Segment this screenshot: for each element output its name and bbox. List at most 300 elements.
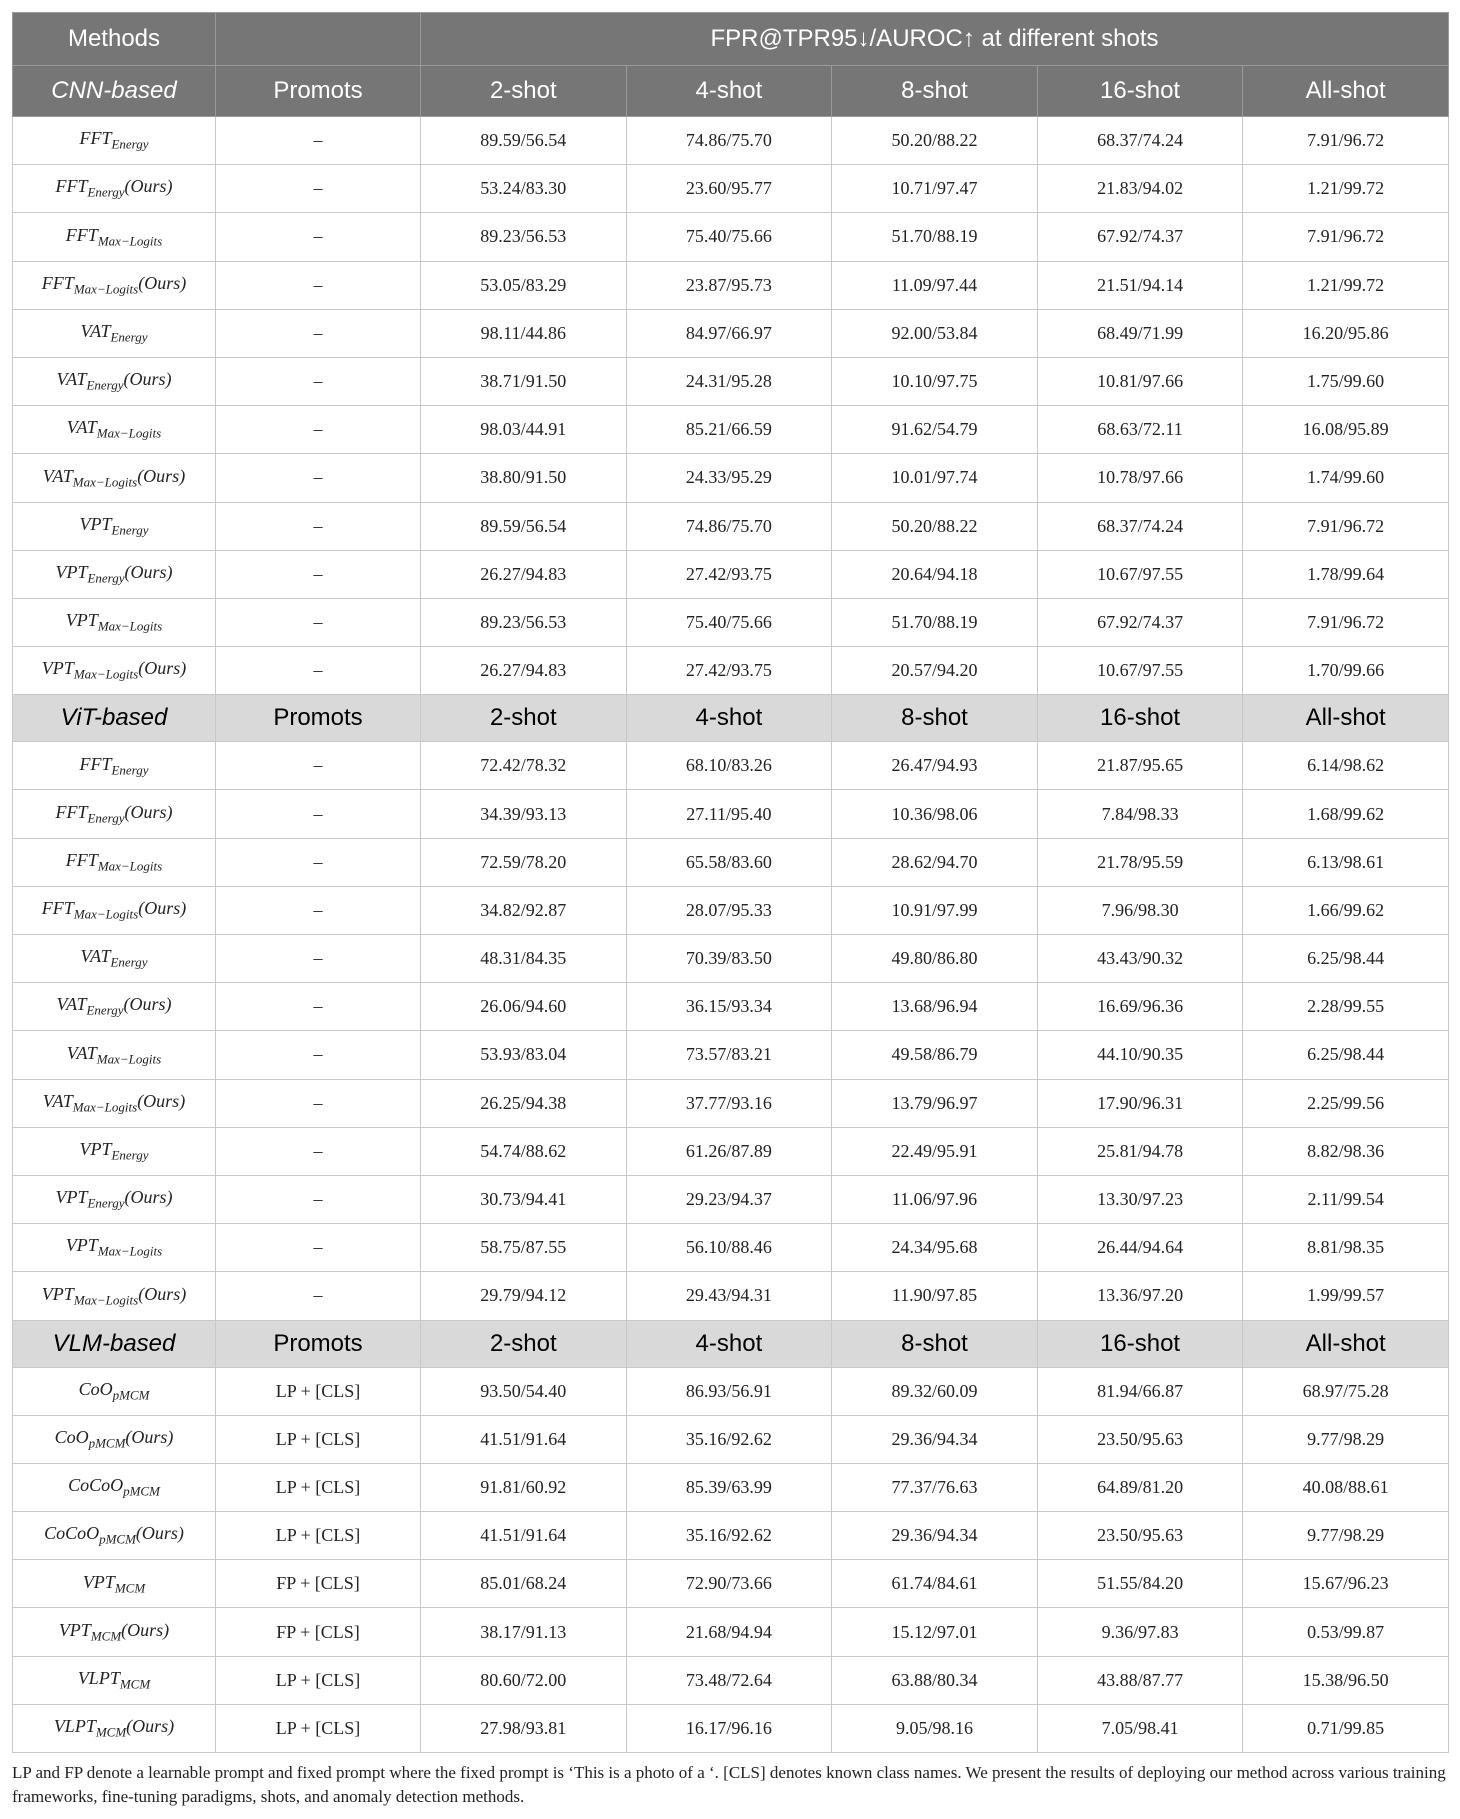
method-base: VPT [41, 658, 74, 679]
value-cell: 29.23/94.37 [626, 1175, 832, 1223]
value-cell: 17.90/96.31 [1037, 1079, 1243, 1127]
method-subscript: Energy [87, 570, 125, 586]
value-cell: 92.00/53.84 [832, 309, 1038, 357]
value-cell: 58.75/87.55 [421, 1224, 627, 1272]
method-cell [13, 935, 216, 983]
table-header-row [13, 13, 1449, 66]
value-cell: 24.33/95.29 [626, 454, 832, 502]
method-cell [13, 1656, 216, 1704]
method-suffix: (Ours) [138, 658, 187, 679]
value-cell: 48.31/84.35 [421, 935, 627, 983]
table-row [13, 1704, 1449, 1752]
method-subscript: pMCM [123, 1483, 160, 1499]
method-suffix: (Ours) [123, 994, 172, 1015]
value-cell: 10.91/97.99 [832, 886, 1038, 934]
table-row [13, 1367, 1449, 1415]
prompt-cell: – [216, 357, 421, 405]
value-cell: 68.37/74.24 [1037, 502, 1243, 550]
value-cell: 85.39/63.99 [626, 1463, 832, 1511]
value-cell: 53.93/83.04 [421, 1031, 627, 1079]
method-cell [13, 550, 216, 598]
value-cell: 0.71/99.85 [1243, 1704, 1449, 1752]
value-cell: 15.38/96.50 [1243, 1656, 1449, 1704]
method-cell [13, 117, 216, 165]
method-subscript: Max−Logits [96, 1051, 162, 1067]
shot-header: 4-shot [626, 1320, 832, 1367]
prompt-cell: LP + [CLS] [216, 1656, 421, 1704]
value-cell: 49.80/86.80 [832, 935, 1038, 983]
prompt-cell: – [216, 1272, 421, 1320]
method-subscript: Energy [111, 1147, 149, 1163]
table-row [13, 1656, 1449, 1704]
prompts-header: Promots [216, 66, 421, 117]
method-subscript: Energy [110, 954, 148, 970]
value-cell: 64.89/81.20 [1037, 1463, 1243, 1511]
value-cell: 20.57/94.20 [832, 647, 1038, 695]
prompt-cell: – [216, 1031, 421, 1079]
value-cell: 89.23/56.53 [421, 598, 627, 646]
value-cell: 89.59/56.54 [421, 502, 627, 550]
prompt-cell: FP + [CLS] [216, 1608, 421, 1656]
value-cell: 77.37/76.63 [832, 1463, 1038, 1511]
value-cell: 34.39/93.13 [421, 790, 627, 838]
method-cell [13, 261, 216, 309]
method-subscript: Max−Logits [72, 474, 138, 490]
method-base: FFT [41, 272, 74, 293]
value-cell: 25.81/94.78 [1037, 1127, 1243, 1175]
value-cell: 61.26/87.89 [626, 1127, 832, 1175]
method-cell [13, 647, 216, 695]
prompt-cell: – [216, 261, 421, 309]
value-cell: 15.12/97.01 [832, 1608, 1038, 1656]
value-cell: 29.79/94.12 [421, 1272, 627, 1320]
table-row [13, 598, 1449, 646]
value-cell: 68.63/72.11 [1037, 406, 1243, 454]
value-cell: 84.97/66.97 [626, 309, 832, 357]
value-cell: 65.58/83.60 [626, 838, 832, 886]
prompts-header: Promots [216, 695, 421, 742]
value-cell: 9.05/98.16 [832, 1704, 1038, 1752]
prompts-header: Promots [216, 1320, 421, 1367]
value-cell: 6.25/98.44 [1243, 935, 1449, 983]
value-cell: 10.36/98.06 [832, 790, 1038, 838]
value-cell: 74.86/75.70 [626, 502, 832, 550]
value-cell: 50.20/88.22 [832, 502, 1038, 550]
value-cell: 7.91/96.72 [1243, 117, 1449, 165]
prompt-cell: – [216, 838, 421, 886]
value-cell: 30.73/94.41 [421, 1175, 627, 1223]
value-cell: 1.68/99.62 [1243, 790, 1449, 838]
value-cell: 68.10/83.26 [626, 742, 832, 790]
prompt-cell: LP + [CLS] [216, 1512, 421, 1560]
value-cell: 27.98/93.81 [421, 1704, 627, 1752]
value-cell: 75.40/75.66 [626, 213, 832, 261]
value-cell: 26.27/94.83 [421, 647, 627, 695]
method-subscript: pMCM [88, 1435, 126, 1451]
method-base: VPT [82, 1571, 115, 1592]
prompt-cell: LP + [CLS] [216, 1415, 421, 1463]
method-suffix: (Ours) [125, 1426, 174, 1447]
value-cell: 27.42/93.75 [626, 550, 832, 598]
value-cell: 20.64/94.18 [832, 550, 1038, 598]
method-cell [13, 1079, 216, 1127]
table-row [13, 406, 1449, 454]
value-cell: 6.25/98.44 [1243, 1031, 1449, 1079]
value-cell: 10.67/97.55 [1037, 550, 1243, 598]
value-cell: 35.16/92.62 [626, 1415, 832, 1463]
value-cell: 56.10/88.46 [626, 1224, 832, 1272]
table-row [13, 647, 1449, 695]
shot-header: 8-shot [832, 66, 1038, 117]
method-cell [13, 1560, 216, 1608]
value-cell: 2.25/99.56 [1243, 1079, 1449, 1127]
method-subscript: MCM [95, 1724, 127, 1740]
method-cell [13, 213, 216, 261]
shot-header: All-shot [1243, 695, 1449, 742]
table-row [13, 1079, 1449, 1127]
value-cell: 74.86/75.70 [626, 117, 832, 165]
prompt-cell: – [216, 454, 421, 502]
method-subscript: Max−Logits [72, 1099, 138, 1115]
method-cell [13, 983, 216, 1031]
method-cell [13, 1175, 216, 1223]
value-cell: 91.81/60.92 [421, 1463, 627, 1511]
method-cell [13, 309, 216, 357]
value-cell: 8.82/98.36 [1243, 1127, 1449, 1175]
table-row [13, 454, 1449, 502]
value-cell: 91.62/54.79 [832, 406, 1038, 454]
method-base: VPT [55, 1187, 88, 1208]
shot-header: 8-shot [832, 1320, 1038, 1367]
value-cell: 10.71/97.47 [832, 165, 1038, 213]
section-header-row [13, 66, 1449, 117]
prompt-cell: – [216, 647, 421, 695]
shot-header: 2-shot [421, 66, 627, 117]
value-cell: 68.97/75.28 [1243, 1367, 1449, 1415]
method-cell [13, 598, 216, 646]
value-cell: 6.14/98.62 [1243, 742, 1449, 790]
method-cell [13, 1512, 216, 1560]
prompt-cell: – [216, 1224, 421, 1272]
table-footnote: LP and FP denote a learnable prompt and fixed prompt where the fixed prompt is ‘This is a photo of a ‘. [CLS] denotes known class names. We present the results of deploying our method across various training frameworks, fine-tuning paradigms, shots, and anomaly detection methods. [12, 1763, 1446, 1806]
table-row [13, 165, 1449, 213]
value-cell: 9.77/98.29 [1243, 1415, 1449, 1463]
method-base: VPT [41, 1283, 74, 1304]
value-cell: 1.74/99.60 [1243, 454, 1449, 502]
method-subscript: Energy [87, 1195, 125, 1211]
method-base: FFT [79, 128, 112, 149]
method-cell [13, 502, 216, 550]
results-table-container [12, 12, 1448, 1809]
section-name: VLM-based [13, 1320, 216, 1367]
method-subscript: Energy [111, 136, 149, 152]
method-subscript: Max−Logits [73, 1292, 139, 1308]
results-table [12, 12, 1449, 1753]
method-suffix: (Ours) [138, 898, 187, 919]
value-cell: 13.79/96.97 [832, 1079, 1038, 1127]
method-base: FFT [41, 898, 74, 919]
prompt-cell: – [216, 309, 421, 357]
value-cell: 50.20/88.22 [832, 117, 1038, 165]
method-cell [13, 357, 216, 405]
table-row [13, 1512, 1449, 1560]
method-base: VPT [79, 1139, 112, 1160]
value-cell: 51.55/84.20 [1037, 1560, 1243, 1608]
table-row [13, 309, 1449, 357]
shot-header: 2-shot [421, 695, 627, 742]
prompt-cell: – [216, 550, 421, 598]
table-row [13, 1272, 1449, 1320]
prompt-cell: – [216, 983, 421, 1031]
method-suffix: (Ours) [126, 1716, 175, 1737]
value-cell: 23.60/95.77 [626, 165, 832, 213]
table-body [13, 66, 1449, 1753]
value-cell: 8.81/98.35 [1243, 1224, 1449, 1272]
method-cell [13, 1463, 216, 1511]
method-cell [13, 1367, 216, 1415]
value-cell: 1.66/99.62 [1243, 886, 1449, 934]
table-row [13, 213, 1449, 261]
method-subscript: pMCM [99, 1531, 136, 1547]
value-cell: 16.08/95.89 [1243, 406, 1449, 454]
method-cell [13, 742, 216, 790]
prompt-cell: – [216, 406, 421, 454]
table-row [13, 935, 1449, 983]
value-cell: 10.01/97.74 [832, 454, 1038, 502]
value-cell: 10.67/97.55 [1037, 647, 1243, 695]
method-subscript: Max−Logits [97, 618, 163, 634]
method-base: VAT [42, 465, 73, 486]
value-cell: 23.87/95.73 [626, 261, 832, 309]
value-cell: 11.06/97.96 [832, 1175, 1038, 1223]
value-cell: 38.80/91.50 [421, 454, 627, 502]
method-base: VAT [80, 321, 111, 342]
method-base: FFT [65, 849, 98, 870]
value-cell: 85.01/68.24 [421, 1560, 627, 1608]
prompt-cell: FP + [CLS] [216, 1560, 421, 1608]
value-cell: 68.49/71.99 [1037, 309, 1243, 357]
metric-header: FPR@TPR95↓/AUROC↑ at different shots [421, 13, 1449, 66]
table-row [13, 1031, 1449, 1079]
value-cell: 26.47/94.93 [832, 742, 1038, 790]
prompt-cell: – [216, 790, 421, 838]
method-cell [13, 454, 216, 502]
prompt-cell: – [216, 117, 421, 165]
value-cell: 10.81/97.66 [1037, 357, 1243, 405]
method-suffix: (Ours) [124, 561, 173, 582]
value-cell: 24.31/95.28 [626, 357, 832, 405]
value-cell: 23.50/95.63 [1037, 1512, 1243, 1560]
value-cell: 27.11/95.40 [626, 790, 832, 838]
table-row [13, 1224, 1449, 1272]
value-cell: 7.91/96.72 [1243, 598, 1449, 646]
prompt-cell: LP + [CLS] [216, 1704, 421, 1752]
value-cell: 54.74/88.62 [421, 1127, 627, 1175]
value-cell: 67.92/74.37 [1037, 598, 1243, 646]
method-base: FFT [79, 753, 112, 774]
value-cell: 21.78/95.59 [1037, 838, 1243, 886]
value-cell: 41.51/91.64 [421, 1415, 627, 1463]
method-cell [13, 790, 216, 838]
value-cell: 13.30/97.23 [1037, 1175, 1243, 1223]
method-cell [13, 1031, 216, 1079]
value-cell: 2.11/99.54 [1243, 1175, 1449, 1223]
value-cell: 28.62/94.70 [832, 838, 1038, 886]
value-cell: 72.90/73.66 [626, 1560, 832, 1608]
value-cell: 51.70/88.19 [832, 213, 1038, 261]
value-cell: 29.43/94.31 [626, 1272, 832, 1320]
shot-header: 2-shot [421, 1320, 627, 1367]
method-base: CoO [54, 1426, 89, 1447]
value-cell: 72.42/78.32 [421, 742, 627, 790]
value-cell: 1.21/99.72 [1243, 165, 1449, 213]
value-cell: 29.36/94.34 [832, 1415, 1038, 1463]
table-row [13, 838, 1449, 886]
value-cell: 1.75/99.60 [1243, 357, 1449, 405]
value-cell: 9.77/98.29 [1243, 1512, 1449, 1560]
value-cell: 38.17/91.13 [421, 1608, 627, 1656]
value-cell: 67.92/74.37 [1037, 213, 1243, 261]
method-suffix: (Ours) [137, 465, 186, 486]
value-cell: 43.43/90.32 [1037, 935, 1243, 983]
method-subscript: Max−Logits [73, 666, 139, 682]
method-subscript: Energy [111, 522, 149, 538]
value-cell: 9.36/97.83 [1037, 1608, 1243, 1656]
method-cell [13, 1127, 216, 1175]
method-subscript: Max−Logits [73, 281, 139, 297]
value-cell: 80.60/72.00 [421, 1656, 627, 1704]
method-subscript: Energy [110, 329, 148, 345]
value-cell: 7.91/96.72 [1243, 213, 1449, 261]
value-cell: 15.67/96.23 [1243, 1560, 1449, 1608]
table-row [13, 1415, 1449, 1463]
method-suffix: (Ours) [124, 176, 173, 197]
value-cell: 1.99/99.57 [1243, 1272, 1449, 1320]
method-base: VAT [42, 1090, 73, 1111]
value-cell: 26.44/94.64 [1037, 1224, 1243, 1272]
table-row [13, 357, 1449, 405]
method-cell [13, 165, 216, 213]
value-cell: 26.27/94.83 [421, 550, 627, 598]
method-cell [13, 886, 216, 934]
prompt-cell: – [216, 165, 421, 213]
method-subscript: Energy [87, 185, 125, 201]
table-row [13, 886, 1449, 934]
value-cell: 11.09/97.44 [832, 261, 1038, 309]
value-cell: 0.53/99.87 [1243, 1608, 1449, 1656]
method-base: VPT [58, 1619, 91, 1640]
table-row [13, 117, 1449, 165]
value-cell: 86.93/56.91 [626, 1367, 832, 1415]
method-base: VAT [66, 1042, 97, 1063]
method-subscript: MCM [119, 1676, 151, 1692]
value-cell: 68.37/74.24 [1037, 117, 1243, 165]
value-cell: 81.94/66.87 [1037, 1367, 1243, 1415]
value-cell: 7.91/96.72 [1243, 502, 1449, 550]
value-cell: 16.17/96.16 [626, 1704, 832, 1752]
method-base: FFT [65, 224, 98, 245]
method-base: CoO [78, 1378, 113, 1399]
method-suffix: (Ours) [138, 1283, 187, 1304]
value-cell: 98.11/44.86 [421, 309, 627, 357]
value-cell: 7.96/98.30 [1037, 886, 1243, 934]
table-row [13, 983, 1449, 1031]
value-cell: 7.05/98.41 [1037, 1704, 1243, 1752]
value-cell: 21.68/94.94 [626, 1608, 832, 1656]
section-header-row [13, 695, 1449, 742]
method-base: CoCoO [44, 1523, 100, 1544]
section-name: CNN-based [13, 66, 216, 117]
value-cell: 38.71/91.50 [421, 357, 627, 405]
method-cell [13, 1608, 216, 1656]
prompt-cell: – [216, 502, 421, 550]
value-cell: 2.28/99.55 [1243, 983, 1449, 1031]
value-cell: 7.84/98.33 [1037, 790, 1243, 838]
prompt-cell: LP + [CLS] [216, 1463, 421, 1511]
method-subscript: Energy [111, 762, 149, 778]
table-row [13, 502, 1449, 550]
value-cell: 75.40/75.66 [626, 598, 832, 646]
value-cell: 61.74/84.61 [832, 1560, 1038, 1608]
method-subscript: Max−Logits [73, 906, 139, 922]
method-base: VLPT [53, 1716, 96, 1737]
table-row [13, 1560, 1449, 1608]
method-cell [13, 1272, 216, 1320]
value-cell: 89.59/56.54 [421, 117, 627, 165]
value-cell: 10.78/97.66 [1037, 454, 1243, 502]
shot-header: All-shot [1243, 66, 1449, 117]
value-cell: 16.20/95.86 [1243, 309, 1449, 357]
prompt-cell: – [216, 598, 421, 646]
value-cell: 21.83/94.02 [1037, 165, 1243, 213]
method-subscript: MCM [114, 1580, 146, 1596]
value-cell: 53.05/83.29 [421, 261, 627, 309]
table-row [13, 1127, 1449, 1175]
shot-header: 16-shot [1037, 1320, 1243, 1367]
prompt-cell: LP + [CLS] [216, 1367, 421, 1415]
method-base: VAT [56, 994, 87, 1015]
value-cell: 73.48/72.64 [626, 1656, 832, 1704]
method-base: CoCoO [68, 1475, 124, 1496]
prompt-cell: – [216, 213, 421, 261]
value-cell: 37.77/93.16 [626, 1079, 832, 1127]
method-base: VAT [80, 946, 111, 967]
shot-header: 4-shot [626, 695, 832, 742]
value-cell: 11.90/97.85 [832, 1272, 1038, 1320]
value-cell: 21.87/95.65 [1037, 742, 1243, 790]
value-cell: 10.10/97.75 [832, 357, 1038, 405]
table-row [13, 550, 1449, 598]
method-subscript: Energy [87, 810, 125, 826]
value-cell: 1.21/99.72 [1243, 261, 1449, 309]
value-cell: 73.57/83.21 [626, 1031, 832, 1079]
value-cell: 98.03/44.91 [421, 406, 627, 454]
value-cell: 89.23/56.53 [421, 213, 627, 261]
method-suffix: (Ours) [124, 801, 173, 822]
value-cell: 6.13/98.61 [1243, 838, 1449, 886]
value-cell: 89.32/60.09 [832, 1367, 1038, 1415]
value-cell: 21.51/94.14 [1037, 261, 1243, 309]
method-base: VLPT [77, 1667, 120, 1688]
value-cell: 53.24/83.30 [421, 165, 627, 213]
method-subscript: Energy [86, 377, 124, 393]
table-row [13, 1175, 1449, 1223]
method-base: VPT [65, 610, 98, 631]
prompt-cell: – [216, 1079, 421, 1127]
empty-header-cell [216, 13, 421, 66]
shot-header: 16-shot [1037, 695, 1243, 742]
table-row [13, 1463, 1449, 1511]
